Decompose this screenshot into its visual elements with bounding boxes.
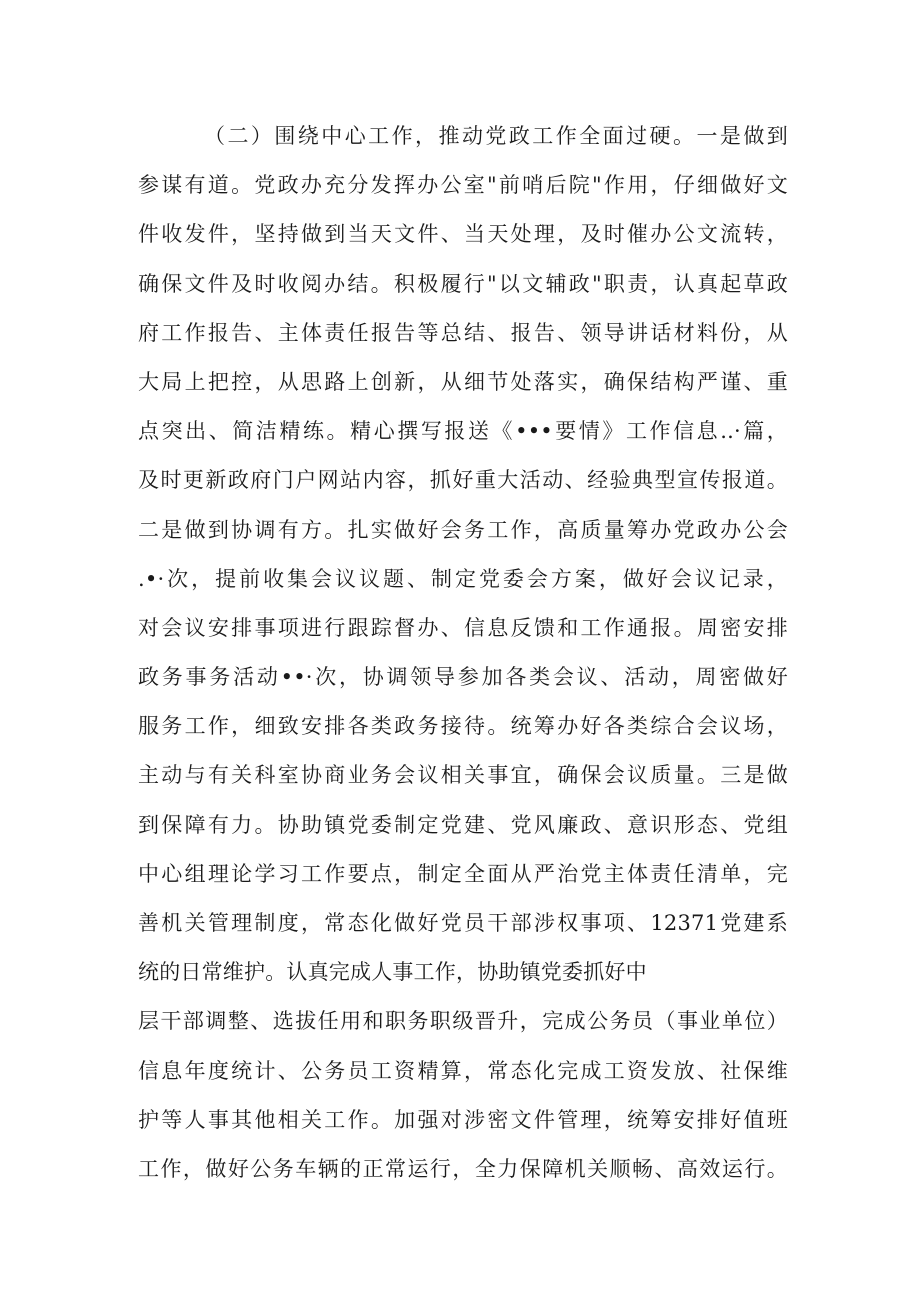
paragraph-line: 信息年度统计、公务员工资精算，常态化完成工资发放、社保维 [138,1058,788,1083]
paragraph-line: 及时更新政府门户网站内容，抓好重大活动、经验典型宣传报道。 [138,468,788,493]
paragraph-line: 主动与有关科室协商业务会议相关事宜，确保会议质量。三是做 [138,763,788,788]
paragraph-line: 大局上把控，从思路上创新，从细节处落实，确保结构严谨、重 [138,369,788,394]
paragraph-line: 服务工作，细致安排各类政务接待。统筹办好各类综合会议场， [138,714,788,739]
paragraph-line: 确保文件及时收阅办结。积极履行"以文辅政"职责，认真起草政 [138,271,788,296]
paragraph-line: 层干部调整、选拔任用和职务职级晋升，完成公务员（事业单位） [138,1009,788,1034]
paragraph-line: 件收发件，坚持做到当天文件、当天处理，及时催办公文流转， [138,222,788,247]
paragraph-line: 工作，做好公务车辆的正常运行，全力保障机关顺畅、高效运行。 [138,1156,788,1181]
paragraph-line: 参谋有道。党政办充分发挥办公室"前哨后院"作用，仔细做好文 [138,173,788,198]
paragraph-line: .•·次，提前收集会议议题、制定党委会方案，做好会议记录， [138,566,788,591]
paragraph-line: （二）围绕中心工作，推动党政工作全面过硬。一是做到 [204,124,788,148]
paragraph-line: 到保障有力。协助镇党委制定党建、党风廉政、意识形态、党组 [138,812,788,837]
paragraph-line: 二是做到协调有方。扎实做好会务工作，高质量筹办党政办公会 [138,517,788,542]
paragraph-line: 中心组理论学习工作要点，制定全面从严治党主体责任清单，完 [138,861,788,886]
paragraph-line: 点突出、简洁精练。精心撰写报送《•••要情》工作信息..·篇， [138,419,788,444]
paragraph-line: 护等人事其他相关工作。加强对涉密文件管理，统筹安排好值班 [138,1107,788,1132]
paragraph-line: 政务事务活动••·次，协调领导参加各类会议、活动，周密做好 [138,665,788,690]
body-paragraph [138,112,788,1194]
paragraph-line: 善机关管理制度，常态化做好党员干部涉权事项、12371党建系 [138,911,788,935]
paragraph-line: 府工作报告、主体责任报告等总结、报告、领导讲话材料份，从 [138,320,788,345]
paragraph-line: 对会议安排事项进行跟踪督办、信息反馈和工作通报。周密安排 [138,615,788,640]
paragraph-line: 统的日常维护。认真完成人事工作，协助镇党委抓好中 [138,960,647,985]
